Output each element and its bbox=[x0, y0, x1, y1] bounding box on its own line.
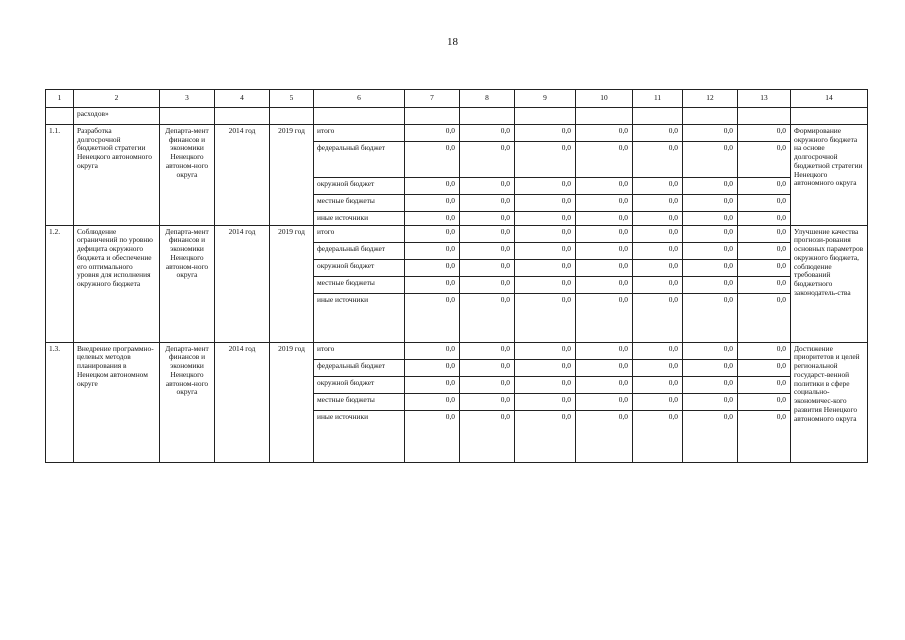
funding-value: 0,0 bbox=[683, 410, 738, 462]
funding-value: 0,0 bbox=[576, 293, 633, 342]
funding-source: окружной бюджет bbox=[314, 259, 405, 276]
funding-value: 0,0 bbox=[460, 142, 515, 178]
funding-value: 0,0 bbox=[515, 359, 576, 376]
funding-value: 0,0 bbox=[460, 293, 515, 342]
funding-value: 0,0 bbox=[683, 342, 738, 359]
measure-executor: Департа-мент финансов и экономики Ненецкого автоном-ного округа bbox=[160, 225, 215, 342]
funding-value: 0,0 bbox=[460, 276, 515, 293]
funding-value: 0,0 bbox=[515, 376, 576, 393]
continuation-row bbox=[46, 108, 868, 125]
funding-value: 0,0 bbox=[576, 410, 633, 462]
funding-value: 0,0 bbox=[460, 376, 515, 393]
funding-source: итого bbox=[314, 225, 405, 242]
funding-source: итого bbox=[314, 342, 405, 359]
measure-start-year: 2014 год bbox=[215, 225, 270, 342]
column-number-row bbox=[46, 90, 868, 108]
funding-value: 0,0 bbox=[738, 142, 791, 178]
funding-value: 0,0 bbox=[683, 142, 738, 178]
measure-result: Улучшение качества прогнози-рования основных параметров окружного бюджета, соблюдение требований бюджетного законодатель-ства bbox=[791, 225, 868, 342]
funding-value: 0,0 bbox=[683, 225, 738, 242]
funding-value: 0,0 bbox=[633, 125, 683, 142]
funding-value: 0,0 bbox=[738, 376, 791, 393]
funding-value: 0,0 bbox=[405, 212, 460, 226]
funding-value: 0,0 bbox=[515, 225, 576, 242]
funding-value: 0,0 bbox=[576, 178, 633, 195]
measure-end-year: 2019 год bbox=[270, 125, 314, 226]
funding-value: 0,0 bbox=[576, 342, 633, 359]
measure-executor: Департа-мент финансов и экономики Ненецкого автоном-ного округа bbox=[160, 125, 215, 226]
funding-value: 0,0 bbox=[576, 195, 633, 212]
measure-row bbox=[46, 342, 868, 359]
funding-value: 0,0 bbox=[633, 259, 683, 276]
funding-value: 0,0 bbox=[576, 142, 633, 178]
funding-value: 0,0 bbox=[405, 410, 460, 462]
funding-value: 0,0 bbox=[405, 342, 460, 359]
funding-source: иные источники bbox=[314, 293, 405, 342]
funding-value: 0,0 bbox=[576, 376, 633, 393]
funding-value: 0,0 bbox=[405, 293, 460, 342]
column-number-13: 13 bbox=[738, 90, 791, 108]
funding-value: 0,0 bbox=[515, 242, 576, 259]
funding-value: 0,0 bbox=[738, 125, 791, 142]
funding-value: 0,0 bbox=[633, 178, 683, 195]
funding-source: местные бюджеты bbox=[314, 195, 405, 212]
funding-value: 0,0 bbox=[633, 225, 683, 242]
funding-value: 0,0 bbox=[460, 212, 515, 226]
funding-value: 0,0 bbox=[460, 342, 515, 359]
funding-value: 0,0 bbox=[633, 293, 683, 342]
column-number-7: 7 bbox=[405, 90, 460, 108]
funding-value: 0,0 bbox=[576, 276, 633, 293]
funding-value: 0,0 bbox=[576, 225, 633, 242]
funding-source: федеральный бюджет bbox=[314, 142, 405, 178]
funding-value: 0,0 bbox=[738, 342, 791, 359]
column-number-14: 14 bbox=[791, 90, 868, 108]
funding-source: иные источники bbox=[314, 212, 405, 226]
funding-value: 0,0 bbox=[683, 195, 738, 212]
funding-value: 0,0 bbox=[683, 376, 738, 393]
funding-value: 0,0 bbox=[683, 178, 738, 195]
funding-value: 0,0 bbox=[405, 276, 460, 293]
column-number-9: 9 bbox=[515, 90, 576, 108]
measure-result: Достижение приоритетов и целей региональной государст-венной политики в сфере социально-экономичес-кого развития Ненецкого автономного округа bbox=[791, 342, 868, 462]
column-number-11: 11 bbox=[633, 90, 683, 108]
measure-end-year: 2019 год bbox=[270, 225, 314, 342]
measure-start-year: 2014 год bbox=[215, 125, 270, 226]
funding-value: 0,0 bbox=[405, 195, 460, 212]
funding-value: 0,0 bbox=[633, 359, 683, 376]
page-number: 18 bbox=[447, 36, 458, 48]
funding-source: федеральный бюджет bbox=[314, 359, 405, 376]
funding-value: 0,0 bbox=[738, 276, 791, 293]
funding-value: 0,0 bbox=[576, 259, 633, 276]
funding-value: 0,0 bbox=[576, 242, 633, 259]
funding-value: 0,0 bbox=[738, 259, 791, 276]
funding-value: 0,0 bbox=[405, 178, 460, 195]
funding-value: 0,0 bbox=[683, 393, 738, 410]
funding-value: 0,0 bbox=[683, 259, 738, 276]
funding-value: 0,0 bbox=[633, 195, 683, 212]
funding-value: 0,0 bbox=[738, 195, 791, 212]
funding-value: 0,0 bbox=[405, 125, 460, 142]
funding-value: 0,0 bbox=[576, 359, 633, 376]
funding-value: 0,0 bbox=[738, 359, 791, 376]
funding-value: 0,0 bbox=[515, 342, 576, 359]
funding-value: 0,0 bbox=[460, 125, 515, 142]
funding-value: 0,0 bbox=[738, 410, 791, 462]
funding-value: 0,0 bbox=[460, 195, 515, 212]
continuation-text: расходов» bbox=[74, 108, 160, 125]
funding-value: 0,0 bbox=[633, 342, 683, 359]
funding-value: 0,0 bbox=[633, 393, 683, 410]
funding-value: 0,0 bbox=[405, 259, 460, 276]
funding-value: 0,0 bbox=[405, 242, 460, 259]
column-number-5: 5 bbox=[270, 90, 314, 108]
measure-result: Формирование окружного бюджета на основе долгосрочной бюджетной стратегии Ненецкого автономного округа bbox=[791, 125, 868, 226]
funding-value: 0,0 bbox=[515, 142, 576, 178]
funding-value: 0,0 bbox=[460, 359, 515, 376]
funding-value: 0,0 bbox=[576, 212, 633, 226]
funding-source: окружной бюджет bbox=[314, 376, 405, 393]
funding-source: окружной бюджет bbox=[314, 178, 405, 195]
funding-value: 0,0 bbox=[633, 410, 683, 462]
funding-value: 0,0 bbox=[515, 276, 576, 293]
funding-value: 0,0 bbox=[405, 359, 460, 376]
column-number-12: 12 bbox=[683, 90, 738, 108]
measure-name: Соблюдение ограничений по уровню дефицита окружного бюджета и обеспечение его оптимального уровня для исполнения окружного бюджета bbox=[74, 225, 160, 342]
funding-value: 0,0 bbox=[515, 212, 576, 226]
measure-start-year: 2014 год bbox=[215, 342, 270, 462]
funding-value: 0,0 bbox=[738, 242, 791, 259]
funding-value: 0,0 bbox=[460, 393, 515, 410]
measure-name: Внедрение программно-целевых методов планирования в Ненецком автономном округе bbox=[74, 342, 160, 462]
column-number-3: 3 bbox=[160, 90, 215, 108]
program-table bbox=[45, 89, 868, 463]
funding-value: 0,0 bbox=[683, 359, 738, 376]
funding-value: 0,0 bbox=[683, 242, 738, 259]
measure-number: 1.1. bbox=[46, 125, 74, 226]
funding-value: 0,0 bbox=[405, 376, 460, 393]
funding-value: 0,0 bbox=[683, 293, 738, 342]
measure-number: 1.3. bbox=[46, 342, 74, 462]
funding-value: 0,0 bbox=[460, 410, 515, 462]
funding-value: 0,0 bbox=[738, 212, 791, 226]
funding-value: 0,0 bbox=[515, 178, 576, 195]
funding-value: 0,0 bbox=[460, 242, 515, 259]
funding-value: 0,0 bbox=[633, 212, 683, 226]
funding-value: 0,0 bbox=[738, 393, 791, 410]
funding-value: 0,0 bbox=[683, 125, 738, 142]
measure-name: Разработка долгосрочной бюджетной стратегии Ненецкого автономного округа bbox=[74, 125, 160, 226]
funding-value: 0,0 bbox=[515, 393, 576, 410]
funding-value: 0,0 bbox=[633, 142, 683, 178]
funding-value: 0,0 bbox=[515, 195, 576, 212]
funding-value: 0,0 bbox=[738, 178, 791, 195]
funding-value: 0,0 bbox=[738, 293, 791, 342]
measure-row bbox=[46, 125, 868, 142]
funding-value: 0,0 bbox=[405, 225, 460, 242]
measure-number: 1.2. bbox=[46, 225, 74, 342]
column-number-4: 4 bbox=[215, 90, 270, 108]
measure-row bbox=[46, 225, 868, 242]
funding-value: 0,0 bbox=[576, 393, 633, 410]
funding-value: 0,0 bbox=[460, 259, 515, 276]
funding-value: 0,0 bbox=[633, 276, 683, 293]
column-number-6: 6 bbox=[314, 90, 405, 108]
measure-end-year: 2019 год bbox=[270, 342, 314, 462]
funding-value: 0,0 bbox=[515, 125, 576, 142]
funding-value: 0,0 bbox=[405, 393, 460, 410]
funding-source: итого bbox=[314, 125, 405, 142]
funding-source: местные бюджеты bbox=[314, 393, 405, 410]
funding-value: 0,0 bbox=[633, 242, 683, 259]
funding-value: 0,0 bbox=[515, 410, 576, 462]
funding-value: 0,0 bbox=[576, 125, 633, 142]
measure-executor: Департа-мент финансов и экономики Ненецкого автоном-ного округа bbox=[160, 342, 215, 462]
funding-value: 0,0 bbox=[683, 276, 738, 293]
column-number-1: 1 bbox=[46, 90, 74, 108]
funding-value: 0,0 bbox=[460, 178, 515, 195]
funding-value: 0,0 bbox=[460, 225, 515, 242]
funding-value: 0,0 bbox=[683, 212, 738, 226]
column-number-8: 8 bbox=[460, 90, 515, 108]
funding-source: иные источники bbox=[314, 410, 405, 462]
funding-value: 0,0 bbox=[405, 142, 460, 178]
funding-value: 0,0 bbox=[515, 293, 576, 342]
funding-source: местные бюджеты bbox=[314, 276, 405, 293]
column-number-2: 2 bbox=[74, 90, 160, 108]
funding-source: федеральный бюджет bbox=[314, 242, 405, 259]
funding-value: 0,0 bbox=[738, 225, 791, 242]
column-number-10: 10 bbox=[576, 90, 633, 108]
funding-value: 0,0 bbox=[633, 376, 683, 393]
funding-value: 0,0 bbox=[515, 259, 576, 276]
